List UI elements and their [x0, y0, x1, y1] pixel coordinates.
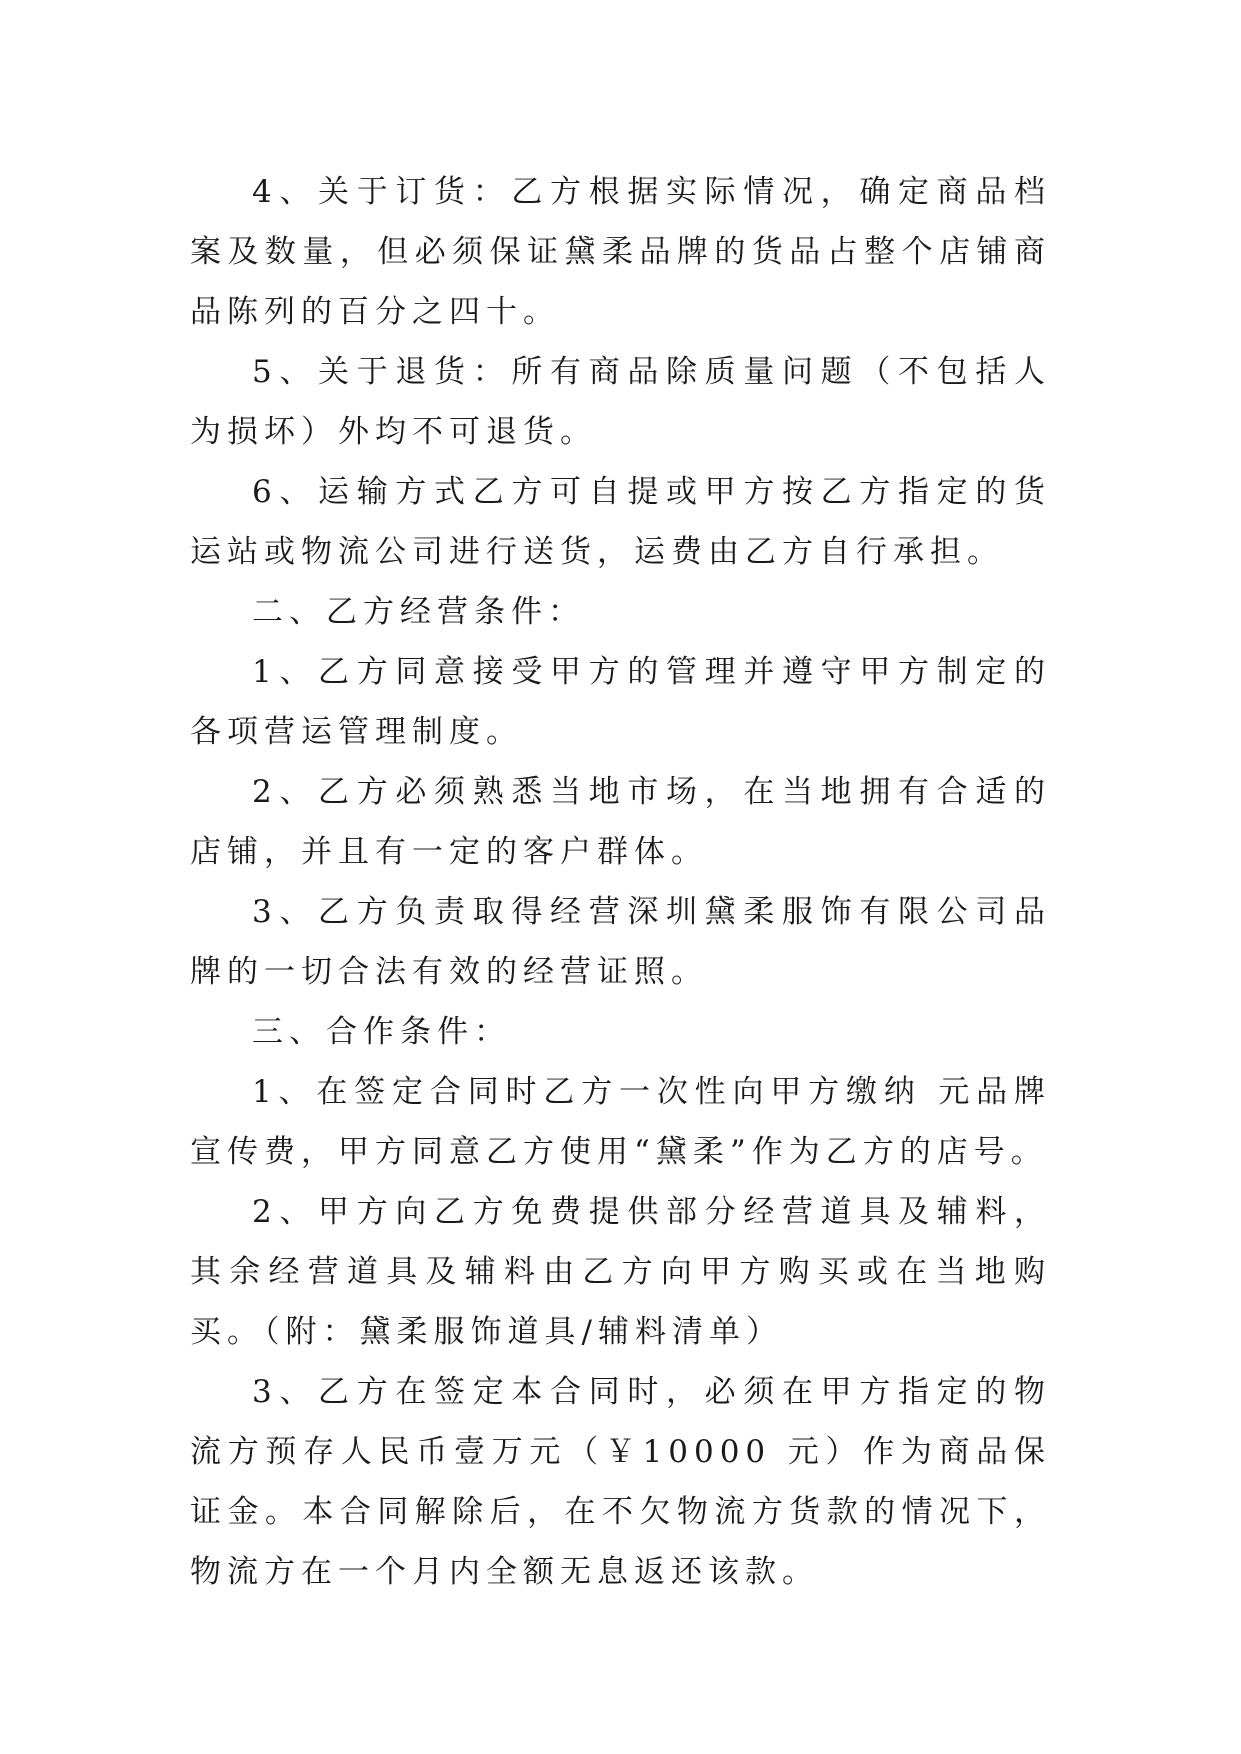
section-heading-operating-conditions: 二、乙方经营条件：	[252, 594, 585, 630]
paragraph-deposit: 3、乙方在签定本合同时，必须在甲方指定的物流方预存人民币壹万元（￥10000 元）作为商品保证金。本合同解除后，在不欠物流方货款的情况下，物流方在一个月内全额无息返还该款。	[190, 1374, 1051, 1590]
paragraph-transport: 6、运输方式乙方可自提或甲方按乙方指定的货运站或物流公司进行送货，运费由乙方自行承担。	[190, 474, 1051, 570]
paragraph-props: 2、甲方向乙方免费提供部分经营道具及辅料，其余经营道具及辅料由乙方向甲方购买或在当地购买。（附：黛柔服饰道具/辅料清单）	[190, 1194, 1051, 1350]
paragraph-brand-fee: 1、在签定合同时乙方一次性向甲方缴纳 元品牌宣传费，甲方同意乙方使用“黛柔”作为乙方的店号。	[190, 1074, 1051, 1170]
paragraph-market: 2、乙方必须熟悉当地市场，在当地拥有合适的店铺，并且有一定的客户群体。	[190, 774, 1051, 870]
paragraph-returns: 5、关于退货：所有商品除质量问题（不包括人为损坏）外均不可退货。	[190, 354, 1051, 450]
paragraph-ordering: 4、关于订货：乙方根据实际情况，确定商品档案及数量，但必须保证黛柔品牌的货品占整个店铺商品陈列的百分之四十。	[190, 174, 1051, 330]
paragraph-management: 1、乙方同意接受甲方的管理并遵守甲方制定的各项营运管理制度。	[190, 654, 1051, 750]
paragraph-license: 3、乙方负责取得经营深圳黛柔服饰有限公司品牌的一切合法有效的经营证照。	[190, 894, 1051, 990]
section-heading-cooperation-conditions: 三、合作条件：	[252, 1014, 511, 1050]
